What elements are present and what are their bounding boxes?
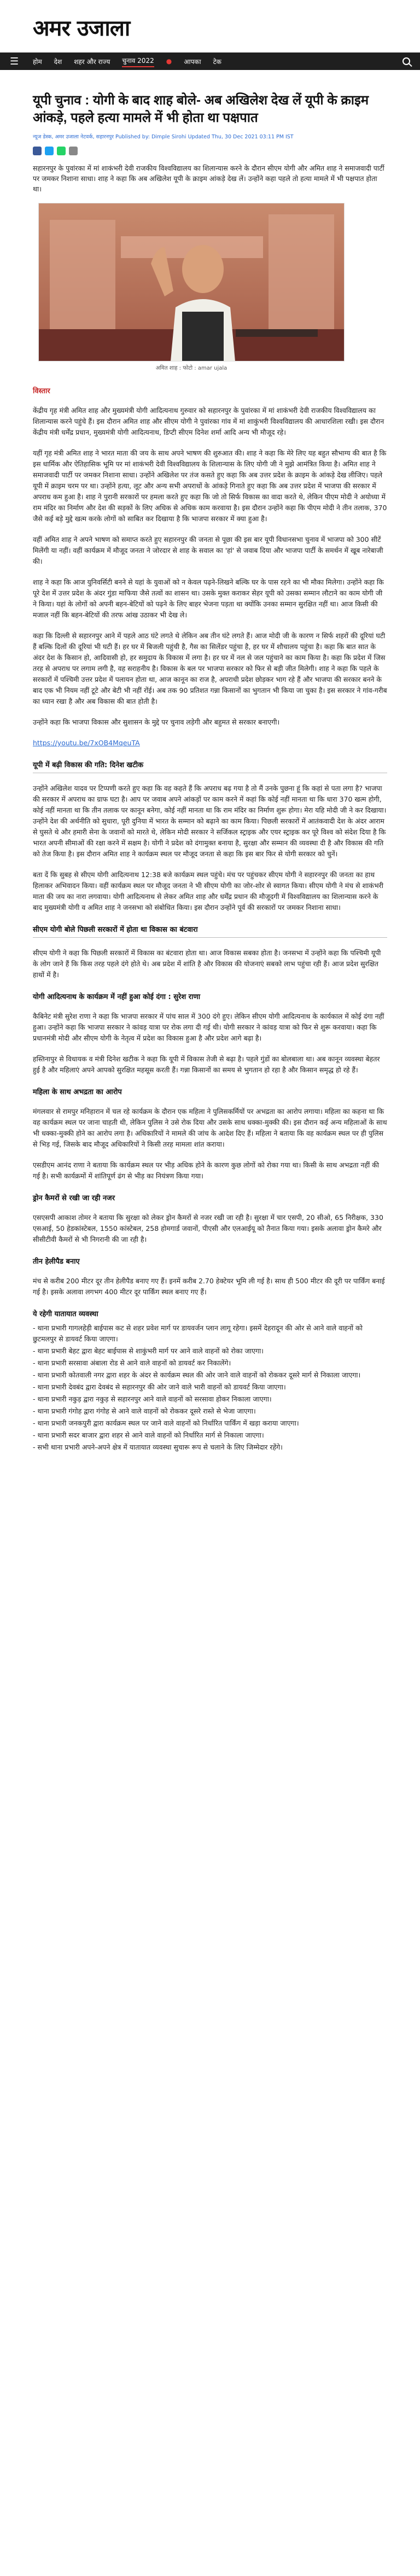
nav-item-country[interactable]: देश — [54, 57, 62, 66]
list-item: - थाना प्रभारी जनकपुरी द्वारा कार्यक्रम स्थल पर जाने वाले वाहनों को निर्धारित पार्किंग में खड़ा कराया जाएगा। — [33, 1419, 299, 1427]
paragraph: सीएम योगी ने कहा कि पिछली सरकारों में विकास का बंटवारा होता था। आज विकास सबका होता है। जनसभा में उन्होंने कहा कि पश्चिमी यूपी के लोग जाने हैं कि किस तरह पहले दंगे होते थे। अब प्रदेश में शांति है और विकास की योजनाएं सबको लाभ पहुंचा रही हैं। आज प्रदेश सुरक्षित हाथों में है। — [33, 949, 381, 979]
paragraph: शाह ने कहा कि आज युनिवर्सिटी बनने से यहां के युवाओं को न केवल पढ़ने-लिखने बल्कि घर के पास रहने का भी मौका मिलेगा। उन्होंने कहा कि पूरे देश में उत्तर प्रदेश के अंदर गुंडा माफिया जैसे तत्वों का शासन था। उसके मुक्त कराकर सेहर यूपी को उसका सम्मान लौटाने का काम योगी जी ने किया। यहां के लोगों को अपनी बहन-बेटियों को पढ़ने के लिए बाहर भेजना पड़ता था क्योंकि उनका सम्मान सुरक्षित नहीं था। आज किसी की मजाल नहीं कि बहन-बेटियों की तरफ आंख उठाकर भी देख ले। — [33, 578, 384, 619]
paragraph: बता दें कि सुबह से सीएम योगी आदित्यनाथ 12:38 बजे कार्यक्रम स्थल पहुंचे। मंच पर पहुंचकर सीएम योगी ने सहारनपुर की जनता का हाथ हिलाकर अभिवादन किया। वहीं कार्यक्रम स्थल पर मौजूद जनता ने भी सीएम योगी का जोर-शोर से स्वागत किया। सीएम योगी ने मंच से शाकंभरी माता की जय का नारा लगवाया। योगी आदित्यनाथ से लेकर अमित शाह और धर्मेंद्र प्रधान की मौजूदगी में विश्वविद्यालय का शिलान्यास करने के बाद मुख्यमंत्री योगी व अमित शाह ने जनसभा को संबोधित किया। इस दौरान उन्होंने पूर्व की सरकारों पर जमकर निशाना साधा। — [33, 871, 384, 912]
subhead-suresh-rana: योगी आदित्यनाथ के कार्यक्रम में नहीं हुआ कोई दंगा : सुरेश राणा — [33, 993, 201, 1001]
amit-shah-photo — [39, 203, 345, 361]
main-nav — [0, 52, 420, 70]
subhead-vikas: यूपी में बढ़ी विकास की गति: दिनेश खटीक — [33, 760, 387, 773]
subhead-cm-yogi: सीएम योगी बोले पिछली सरकारों में होता था विकास का बंटवारा — [33, 924, 387, 938]
subhead-drone: ड्रोन कैमरों से रखी जा रही नजर — [33, 1194, 115, 1202]
search-icon[interactable] — [402, 57, 410, 65]
paragraph: कैबिनेट मंत्री सुरेश राणा ने कहा कि भाजपा सरकार में पांच साल में 300 दंगे हुए। लेकिन सीएम योगी आदित्यनाथ के कार्यकाल में कोई दंगा नहीं हुआ। उन्होंने कहा कि भाजपा सरकार ने कांवड़ यात्रा पर रोक लगा दी गई थी। योगी सरकार ने कांवड़ यात्रा को फिर से शुरू करवाया। कहा कि प्रधानमंत्री मोदी और सीएम योगी के नेतृत्व में प्रदेश का विकास हुआ है और प्रदेश आगे बढ़ा है। — [33, 1012, 384, 1042]
paragraph: हस्तिनापुर से विधायक व मंत्री दिनेश खटीक ने कहा कि यूपी में विकास तेजी से बढ़ा है। पहले गुंडों का बोलबाला था। अब कानून व्यवस्था बेहतर हुई है और महिलाएं अपने आपको सुरक्षित महसूस करती हैं। गन्ना किसानों का समय से भुगतान हो रहा है और किसान समृद्ध हो रहे हैं। — [33, 1055, 380, 1074]
summary-text: सहारनपुर के पुवांरका में मां शाकंभरी देवी राजकीय विश्वविद्यालय का शिलान्यास करने के दौरान सीएम योगी और अमित शाह ने समाजवादी पार्टी पर जमकर निशाना साधा। शाह ने कहा कि अब अखिलेश यूपी के क्राइम आंकड़े देख लें। उन्होंने कहा पहले तो हत्या मामले में भी पक्षपात होता था। — [33, 164, 384, 193]
image-caption: अमित शाह : फोटो : amar ujala — [155, 365, 228, 371]
paragraph: उन्होंने अखिलेश यादव पर टिप्पणी करते हुए कहा कि वह कहते हैं कि अपराध बढ़ गया है तो मैं उनके पुछना हूं कि कहां से पता लगा है? भाजपा की सरकार में अपराध का ग्राफ घटा है। आप पर जवाब अपने आंकड़ों पर काम करने में कहां कि कोई नहीं मानता था कि धारा 370 खत्म होगी, कोई नहीं मानता था कि तीन तलाक पर कानून बनेगा, कोई नहीं मानता था कि राम मंदिर का निर्माण शुरू होगा। मेरा यहि मोदी जी ने कर दिखाया। उन्होंने देश की अर्थनीति को सुधारा, पूरी दुनिया में भारत के सम्मान को बढ़ाने का काम किया। पिछली सरकारों में आतंकवादी देश के अंदर आराम से घुसते थे और हमारी सेना के जवानों को मारते थे, लेकिन मोदी सरकार ने सर्जिकल स्ट्राइक और एयर स्ट्राइक कर पूरे विश्व को संदेश दिया है कि भारत अपनी सीमाओं की रक्षा करने में सक्षम है। योगी ने प्रदेश को दंगामुक्त बनाया है, सुरक्षा और सम्मान की व्यवस्था दी है और विकास की गति को तेज किया है। इस दौरान अमित शाह ने कार्यक्रम स्थल पर मौजूद जनता से कहा कि इस बार फिर से योगी सरकार को चुनें। — [33, 784, 387, 858]
subhead-mahila: महिला के साथ अभद्रता का आरोप — [33, 1088, 122, 1096]
list-item: - थाना प्रभारी नकुड़ द्वारा नकुड़ से सहारनपुर आने वाले वाहनों को सरसावा होकर निकाला जाएगा। — [33, 1395, 272, 1403]
paragraph: एसएसपी आकाश तोमर ने बताया कि सुरक्षा को लेकर ड्रोन कैमरों से नजर रखी जा रही है। सुरक्षा में चार एसपी, 20 सीओ, 65 निरीक्षक, 330 एसआई, 50 हेडकांस्टेबल, 1550 कांस्टेबल, 258 होमगार्ड जवानों, पीएसी और एलआईयू को तैनात किया गया। इसके अलावा ड्रोन कैमरे और सीसीटीवी कैमरों से भी निगरानी की जा रही है। — [33, 1213, 383, 1243]
section-label-vistar: विस्तार — [33, 387, 50, 395]
list-item: - थाना प्रभारी गंगोह द्वारा गंगोह से आने वाले वाहनों को रोककर दूसरे रास्ते से भेजा जाएगा। — [33, 1407, 256, 1415]
article-meta — [33, 133, 387, 141]
nav-item-city-state[interactable]: शहर और राज्य — [74, 57, 110, 66]
article-summary — [33, 163, 387, 194]
article-container — [0, 92, 420, 1453]
youtube-link[interactable]: https://youtu.be/7xOB4MqeuTA — [33, 739, 140, 747]
list-item: - थाना प्रभारी सरसावा अंबाला रोड से आने वाले वाहनों को डायवर्ट कर निकालेंगे। — [33, 1359, 231, 1367]
subhead-traffic: ये रहेगी यातायात व्यवस्था — [33, 1310, 98, 1318]
article-meta-text: न्यूज डेस्क, अमर उजाला नेटवर्क, सहारनपुर Published by: Dimple Sirohi Updated Thu, 30 Dec 2021 03:11 PM IST — [33, 134, 294, 140]
email-share-icon[interactable] — [69, 147, 78, 155]
nav-item-home[interactable]: होम — [33, 57, 42, 66]
paragraph: उन्होंने कहा कि भाजपा विकास और सुशासन के मुद्दे पर चुनाव लड़ेगी और बहुमत से सरकार बनाएगी। — [33, 718, 280, 726]
paragraph: मंगलवार से रामपुर मनिहारान में चल रहे कार्यक्रम के दौरान एक महिला ने पुलिसकर्मियों पर अभद्रता का आरोप लगाया। महिला का कहना था कि वह कार्यक्रम स्थल पर जाना चाहती थी, लेकिन पुलिस ने उसे रोक दिया और उसके साथ धक्का-मुक्की की। इस दौरान कई अन्य महिलाओं के साथ भी धक्का-मुक्की होने का आरोप लगा है। अधिकारियों ने मामले की जांच के आदेश दिए हैं। महिला ने बताया कि वह कार्यक्रम स्थल पर ही पुलिस से भिड़ गई, जिसके बाद मौजूद अधिकारियों ने किसी तरह मामला शांत कराया। — [33, 1107, 387, 1148]
list-item: - सभी थाना प्रभारी अपने-अपने क्षेत्र में यातायात व्यवस्था सुचारू रूप से चलाने के लिए जिम्मेदार रहेंगे। — [33, 1443, 283, 1451]
paragraph: कहा कि दिल्ली से सहारनपुर आने में पहले आठ घंटे लगते थे लेकिन अब तीन घंटे लगते हैं। आज मोदी जी के कारण न सिर्फ शहरों की दूरियां घटी हैं बल्कि दिलों की दूरियां भी घटी हैं। हर घर में बिजली पहुंची है, गैस का सिलेंडर पहुंचा है, हर घर में शौचालय पहुंचा है। कहा कि बात सात के अंदर देश के किसान हो, आदिवासी हो, हर समुदाय के विकास में लगा है। हर घर में नल से जल पहुंचाने का काम किया है। कहा कि प्रदेश में जिस तरह से अपराध पर लगाम लगी है, वह सराहनीय है। विकास के बल पर भाजपा सरकार को फिर से बड़ी जीत मिलेगी। शाह ने कहा कि पहले के सरकारों में पश्चिमी उत्तर प्रदेश में पलायन होता था, आज कानून का राज है, अपराधी प्रदेश छोड़कर भाग रहे हैं और भाजपा की सरकार बनने के बाद एक भी नियम नहीं टूटे और बेटी भी नहीं रोंई। अब तक 90 प्रतिशत गन्ना किसानों का भुगतान भी किया जा चुका है। इस सरकार ने गांव-गरीब का ध्यान रखा है और अब विकास की बात होती है। — [33, 632, 387, 705]
paragraph: यहीं गृह मंत्री अमित शाह ने भारत माता की जय के साथ अपने भाषण की शुरुआत की। शाह ने कहा कि मेरे लिए यह बहुत सौभाग्य की बात है कि इस धार्मिक और ऐतिहासिक भूमि पर मां शाकंभरी देवी विश्वविद्यालय के शिलान्यास के लिए योगी जी ने मुझे आमंत्रित किया है। अमित शाह ने समाजवादी पार्टी पर जमकर निशाना साधा। उन्होंने अखिलेश पर तंज कसते हुए कहा कि अब उत्तर प्रदेश के क्राइम के आंकड़े देख लीजिए। पहले यूपी में क्राइम चरम पर था। उन्होंने हत्या, लूट और अन्य सभी अपराधों के आंकड़े गिनाते हुए कहा कि अब उत्तर प्रदेश में भाजपा की सरकार में अपराध कम हुआ है। शाह ने पुरानी सरकारों पर हमला करते हुए कहा कि जो तो सिर्फ विकास का वादा करते थे, लेकिन पीएम मोदी ने अयोध्या में राम मंदिर का निर्माण और देश की सड़कों के लिए अधिक से अधिक काम करवाया है। इस दौरान उन्होंने कहा कि पीएम मोदी ने तीन तलाक, 370 जैसे कई बड़े मुद्दे खत्म करके लोगों को साबित कर दिखाया है कि भाजपा सरकार में क्या हुआ है। — [33, 449, 387, 523]
live-dot-icon: ● — [166, 57, 172, 65]
article-headline: यूपी चुनाव : योगी के बाद शाह बोले- अब अखिलेश देख लें यूपी के क्राइम आंकड़े, पहले हत्या मामले में भी होता था पक्षपात — [33, 93, 369, 125]
list-item: - थाना प्रभारी सदर बाजार द्वारा शहर से आने वाले वाहनों को निर्धारित मार्ग से निकाला जाएगा। — [33, 1431, 264, 1439]
paragraph: मंच से करीब 200 मीटर दूर तीन हेलीपैड बनाए गए हैं। इनमें करीब 2.70 हेक्टेयर भूमि ली गई है। साथ ही 500 मीटर की दूरी पर पार्किंग बनाई गई है। इसके अलावा लगभग 400 मीटर दूर पार्किंग स्थल बनाए गए हैं। — [33, 1277, 385, 1296]
share-bar — [33, 147, 387, 155]
whatsapp-share-icon[interactable] — [57, 147, 66, 155]
nav-item-aapka[interactable]: आपका — [184, 57, 201, 66]
youtube-link-paragraph — [33, 738, 387, 749]
subhead-helipad: तीन हेलीपैड बनाए — [33, 1258, 80, 1266]
hero-image — [38, 203, 345, 361]
list-item: - थाना प्रभारी कोतवाली नगर द्वारा शहर के अंदर से कार्यक्रम स्थल की ओर जाने वाले वाहनों को रोककर दूसरे मार्ग से निकाला जाएगा। — [33, 1371, 361, 1379]
list-item: - थाना प्रभारी गागलहेड़ी बाईपास कट से शहर प्रवेश मार्ग पर डायवर्जन प्लान लागू रहेगा। इसमें देहरादून की ओर से आने वाले वाहनों को छुटमलपुर से डायवर्ट किया जाएगा। — [33, 1324, 363, 1343]
article-body — [33, 405, 387, 1453]
twitter-share-icon[interactable] — [45, 147, 54, 155]
facebook-share-icon[interactable] — [33, 147, 42, 155]
hamburger-menu-icon[interactable]: ☰ — [10, 55, 19, 67]
masthead — [0, 0, 420, 52]
traffic-list — [33, 1323, 387, 1453]
site-logo[interactable]: अमर उजाला — [33, 15, 130, 41]
list-item: - थाना प्रभारी देवबंद द्वारा देवबंद से सहारनपुर की ओर जाने वाले भारी वाहनों को डायवर्ट किया जाएगा। — [33, 1383, 286, 1391]
paragraph: केंद्रीय गृह मंत्री अमित शाह और मुख्यमंत्री योगी आदित्यनाथ गुरुवार को सहारनपुर के पुवांरका में मां शाकंभरी देवी राजकीय विश्वविद्यालय का शिलान्यास करने पहुंचे हैं। इस दौरान अमित शाह और सीएम योगी ने पुवांरका गांव में मां शाकुंभरी विश्वविद्यालय की आधारशिला रखी। इस दौरान केंद्रीय मंत्री धर्मेंद्र प्रधान, मुख्यमंत्री योगी आदित्यनाथ, डिप्टी सीएम दिनेश शर्मा आदि अन्य भी मौजूद रहे। — [33, 406, 384, 436]
nav-item-election-2022[interactable]: चुनाव 2022 — [122, 56, 154, 67]
nav-item-tech[interactable]: टेक — [213, 57, 221, 66]
paragraph: एसडीएम आनंद राणा ने बताया कि कार्यक्रम स्थल पर भीड़ अधिक होने के कारण कुछ लोगों को रोका गया था। किसी के साथ अभद्रता नहीं की गई है। सभी कार्यक्रमों में शांतिपूर्ण ढंग से भीड़ का नियंत्रण किया गया। — [33, 1161, 380, 1180]
list-item: - थाना प्रभारी बेहट द्वारा बेहट बाईपास से शाकुंभरी मार्ग पर आने वाले वाहनों को रोका जाएगा। — [33, 1347, 264, 1355]
paragraph: वहीं अमित शाह ने अपने भाषण को समाप्त करते हुए सहारनपुर की जनता से पूछा की इस बार यूपी विधानसभा चुनाव में भाजपा को 300 सीटें मिलेंगी या नहीं। वहीं कार्यक्रम में मौजूद जनता ने जोरदार से शाह के सवाल का 'हां' से जवाब दिया और भाजपा पार्टी के समर्थन में खूब नारेबाजी की। — [33, 535, 383, 565]
